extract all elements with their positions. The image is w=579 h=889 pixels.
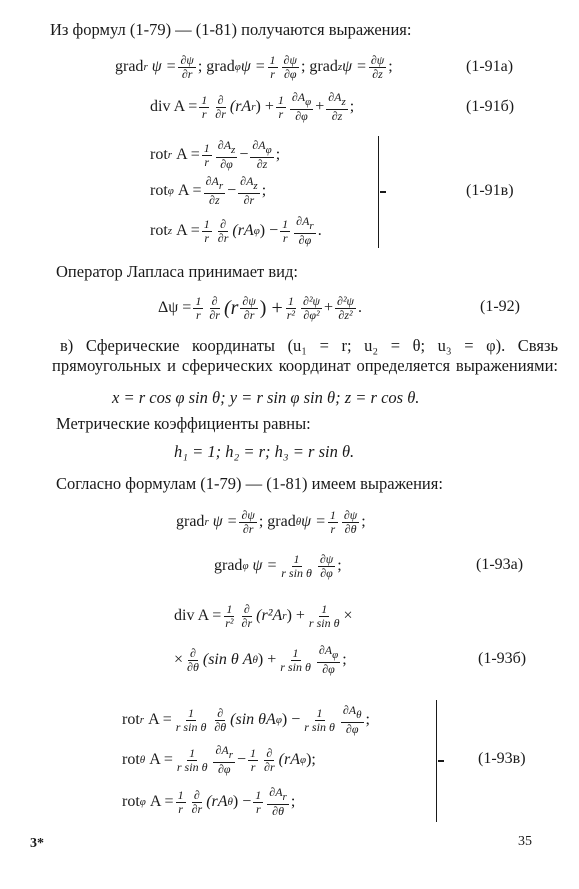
equation-1-91b: div A = $\frac{1}{r}$ ∂ ∂r (rA r ) + $\frac{1}{r}$ ∂Aφ ∂φ + $\frac{\partial Az}{\partial z}$ ; <box>150 90 355 123</box>
equation-1-93a-line-2: grad φ ψ = $\frac{1}{\text{r sin θ}}$ ∂ψ ∂φ ; <box>214 551 342 580</box>
signature-mark: 3* <box>30 836 44 851</box>
system-brace-1-93v <box>436 700 437 822</box>
equation-1-93a-line-1: grad r ψ = $\frac{\partial\psi}{\partial r}$ ; grad θ ψ = $\frac{1}{r}$ ∂ψ ∂θ ; <box>176 507 366 536</box>
equation-metric-coefficients: h₁ = 1; h₂ = r; h₃ = r sin θ. <box>174 442 355 461</box>
intro-text-1: Из формул (1-79) — (1-81) получаются выражения: <box>50 20 412 39</box>
spherical-paragraph: в) Сферические координаты (u₁ = r; u₂ = θ; u₃ = φ). Связь прямоугольных и сферических координат определяется выражениями: <box>52 336 558 375</box>
equation-1-91a: grad r ψ = $\frac{\partial\psi}{\partial r}$ ; grad φ ψ = $\frac{1}{r}$ ∂ψ ∂φ ; grad z ψ = $\frac{\partial\psi}{\partial z}$ ; <box>115 52 393 81</box>
laplace-text: Оператор Лапласа принимает вид: <box>56 262 298 281</box>
intro-text-2: Согласно формулам (1-79) — (1-81) имеем выражения: <box>56 474 443 493</box>
equation-1-92: Δψ = $\frac{1}{r}$ ∂ ∂r (r ∂ψ ∂r ) + $\frac{1}{\text{r²}}$ ∂²ψ ∂φ² + $\frac{\text{∂²ψ}}{\text{∂z²}}$ . <box>158 293 363 322</box>
system-brace-tip-1-91v <box>380 191 386 193</box>
equation-1-91v-line-1: rot r A = $\frac{1}{r}$ ∂Az ∂φ − $\frac{\partial A\varphi}{\partial z}$ ; <box>150 138 281 171</box>
equation-number-1-91v: (1-91в) <box>466 182 514 199</box>
equation-number-1-93b: (1-93б) <box>478 650 527 667</box>
page-number: 35 <box>518 834 532 849</box>
equation-1-93b-line-2: × ∂ ∂θ (sin θ A θ ) + $\frac{1}{\text{r sin θ}}$ ∂Aφ ∂φ ; <box>174 643 347 676</box>
equation-1-93v-line-3: rot φ A = $\frac{1}{r}$ ∂ ∂r (rA θ ) − $\frac{1}{r}$ ∂Ar ∂θ ; <box>122 785 296 818</box>
equation-number-1-91a: (1-91а) <box>466 58 514 75</box>
equation-1-93v-line-1: rot r A = $\frac{1}{\text{r sin θ}}$ ∂ ∂θ (sin θA φ ) − $\frac{1}{\text{r sin θ}}$ ∂Aθ ∂φ ; <box>122 703 370 736</box>
equation-number-1-91b: (1-91б) <box>466 98 515 115</box>
metric-text: Метрические коэффициенты равны: <box>56 414 311 433</box>
equation-1-91v-line-2: rot φ A = $\frac{\partial Ar}{\partial z}$ − $\frac{\partial Az}{\partial r}$ ; <box>150 174 267 207</box>
equation-1-93b-line-1: div A = $\frac{1}{\text{r²}}$ ∂ ∂r (r²A r ) + $\frac{1}{\text{r sin θ}}$ × <box>174 601 353 630</box>
equation-number-1-92: (1-92) <box>480 298 520 315</box>
equation-number-1-93v: (1-93в) <box>478 750 526 767</box>
equation-1-91v-line-3: rot z A = $\frac{1}{r}$ ∂ ∂r (rA φ ) − $\frac{1}{r}$ ∂Ar ∂φ . <box>150 214 322 247</box>
equation-1-93v-line-2: rot θ A = $\frac{1}{\text{r sin θ}}$ ∂Ar ∂φ − $\frac{1}{r}$ ∂ ∂r (rA φ ); <box>122 743 316 776</box>
equation-number-1-93a: (1-93а) <box>476 556 524 573</box>
system-brace-1-91v <box>378 136 379 248</box>
system-brace-tip-1-93v <box>438 760 444 762</box>
equation-xyz: x = r cos φ sin θ; y = r sin φ sin θ; z = r cos θ. <box>112 388 420 407</box>
